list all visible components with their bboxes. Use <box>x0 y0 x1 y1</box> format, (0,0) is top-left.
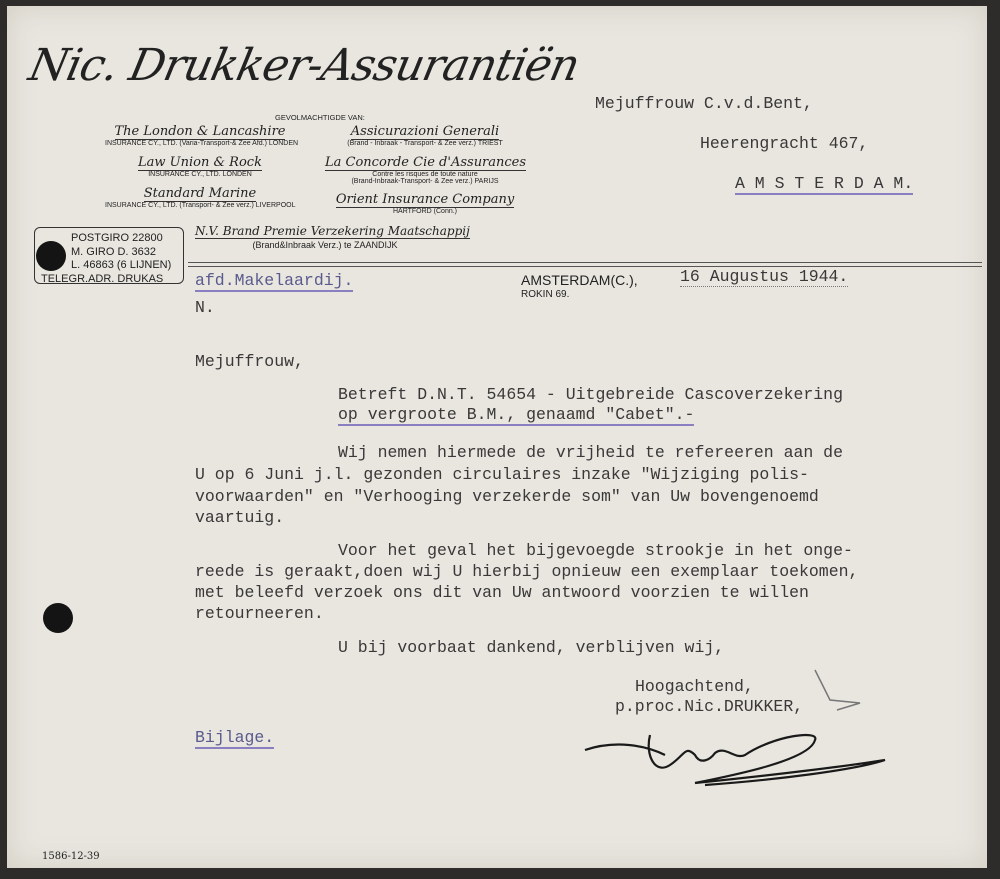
company-block <box>325 190 525 215</box>
giro-line: POSTGIRO 22800 <box>71 232 163 244</box>
archive-number: 1586-12-39 <box>42 851 100 862</box>
letter-date: 16 Augustus 1944. <box>680 267 849 286</box>
letterhead-divider <box>188 262 982 267</box>
subject-line: op vergroote B.M., genaamd "Cabet".- <box>338 405 695 424</box>
company-detail: (Brand-Inbraak-Transport- & Zee verz.) PARIJS <box>351 178 499 185</box>
punch-hole <box>36 241 66 271</box>
enclosure-label: Bijlage. <box>195 728 275 747</box>
company-detail: INSURANCE CY., LTD. (Transport- & Zee verz.) LIVERPOOL <box>105 202 296 209</box>
recipient-line: A M S T E R D A M. <box>735 174 914 193</box>
subject-line: Betreft D.N.T. 54654 - Uitgebreide Cascoverzekering <box>338 385 843 404</box>
company-block <box>105 153 295 178</box>
giro-line: TELEGR.ADR. DRUKAS <box>41 272 164 285</box>
company-detail: (Brand - Inbraak - Transport- & Zee verz.) TRIEST <box>347 140 503 147</box>
company-block <box>325 153 525 185</box>
company-logo: Nic. Drukker-Assurantiën <box>24 40 584 91</box>
company-detail: Contre les risques de toute nature <box>372 171 478 178</box>
body-line: U op 6 Juni j.l. gezonden circulaires inzake "Wijziging polis- <box>195 465 809 484</box>
recipient-line: Heerengracht 467, <box>700 134 869 153</box>
closing-line: Hoogachtend, <box>635 677 754 696</box>
company-name: Standard Marine <box>143 186 257 201</box>
letterhead-street: ROKIN 69. <box>521 289 570 300</box>
company-block <box>105 184 295 209</box>
company-detail: INSURANCE CY., LTD. LONDEN <box>148 171 252 178</box>
punch-hole <box>43 603 73 633</box>
company-detail: HARTFORD (Conn.) <box>392 208 458 215</box>
company-name: La Concorde Cie d'Assurances <box>325 155 527 170</box>
company-name: Orient Insurance Company <box>335 192 515 207</box>
reference-initial: N. <box>195 298 215 317</box>
department: afd.Makelaardij. <box>195 271 354 290</box>
company-detail: INSURANCE CY., LTD. (Varia-Transport-& Zee Afd.) LONDEN <box>105 140 299 147</box>
recipient-line: Mejuffrouw C.v.d.Bent, <box>595 94 813 113</box>
giro-line: L. 46863 (6 LIJNEN) <box>71 259 172 271</box>
body-line: U bij voorbaat dankend, verblijven wij, <box>338 638 725 657</box>
company-detail: (Brand&Inbraak Verz.) te ZAANDIJK <box>252 240 398 250</box>
company-name: N.V. Brand Premie Verzekering Maatschappij <box>195 224 470 238</box>
body-line: vaartuig. <box>195 508 285 527</box>
body-line: retourneeren. <box>195 604 324 623</box>
closing-line: p.proc.Nic.DRUKKER, <box>615 697 804 716</box>
body-line: Wij nemen hiermede de vrijheid te refereeren aan de <box>338 443 843 462</box>
company-name: Law Union & Rock <box>138 155 262 170</box>
company-block <box>105 122 299 147</box>
giro-line: M. GIRO D. 3632 <box>71 245 156 258</box>
body-line: met beleefd verzoek ons dit van Uw antwoord voorzien te willen <box>195 583 809 602</box>
signature <box>575 665 895 795</box>
salutation: Mejuffrouw, <box>195 352 304 371</box>
company-name: Assicurazioni Generali <box>350 124 500 139</box>
company-block <box>325 122 525 147</box>
body-line: reede is geraakt,doen wij U hierbij opnieuw een exemplaar toekomen, <box>195 562 859 581</box>
body-line: voorwaarden" en "Verhooging verzekerde som" van Uw bovengenoemd <box>195 487 819 506</box>
agents-label: GEVOLMACHTIGDE VAN: <box>275 113 365 122</box>
company-name: The London & Lancashire <box>114 124 286 139</box>
letterhead-place: AMSTERDAM(C.), <box>521 272 638 288</box>
body-line: Voor het geval het bijgevoegde strookje in het onge- <box>338 541 853 560</box>
company-block <box>195 222 470 250</box>
